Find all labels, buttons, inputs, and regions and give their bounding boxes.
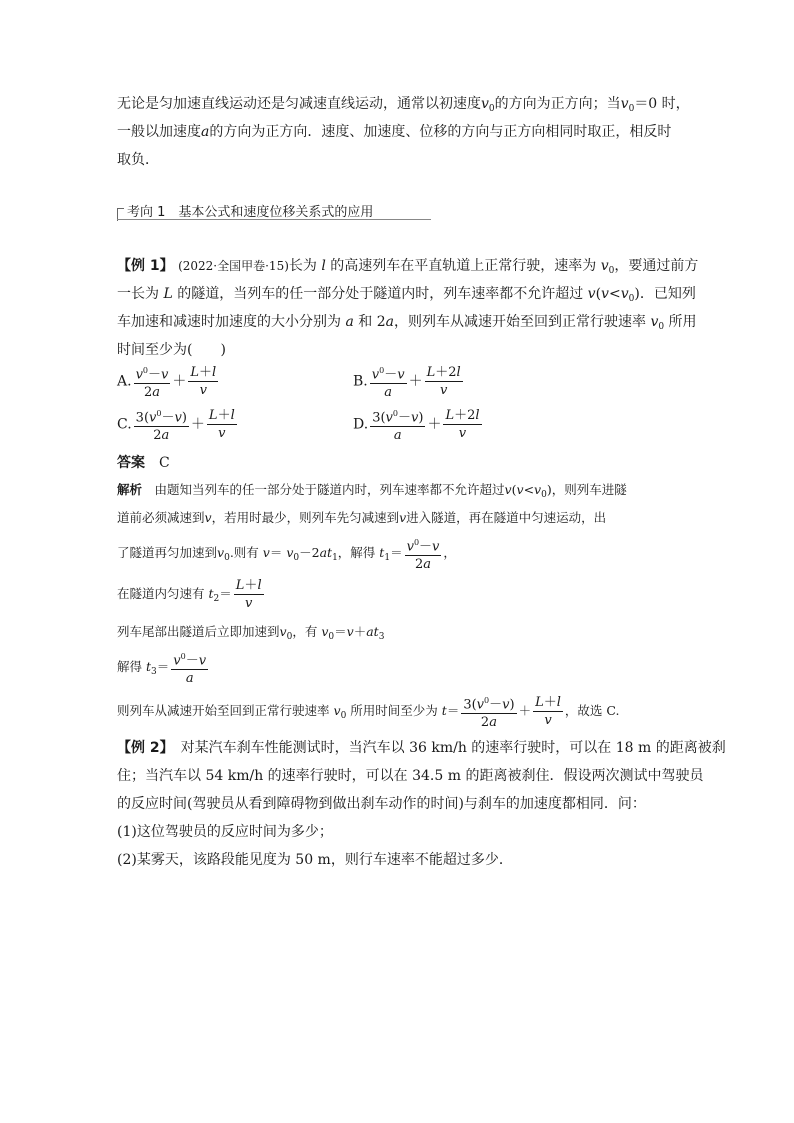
example1-line-3: 车加速和减速时加速度的大小分别为 a 和 2a，则列车从减速开始至回到正常行驶速率 $v_0$ 所用 [117, 314, 697, 332]
example1-line-4: 时间至少为( ) [117, 342, 226, 358]
intro-line-1: 无论是匀加速直线运动还是匀减速直线运动，通常以初速度$v_0$的方向为正方向；当$v_0=0$ 时， [117, 96, 690, 114]
solution-line-2: 道前必须减速到v，若用时最少，则列车先匀减速到v进入隧道，再在隧道中匀速运动，出 [117, 510, 607, 525]
solution-line-3: 了隧道再匀加速到$v_0$.则有 $v= v_0-2at_1$，解得 $t_1=$ $\frac{v^0-v}{2a}$ ， [117, 534, 456, 573]
example1-line-2: 一长为 L 的隧道，当列车的任一部分处于隧道内时，列车速率都不允许超过 $v(v<v_0)$．已知列 [117, 286, 696, 304]
intro-line-2: 一般以加速度a的方向为正方向．速度、加速度、位移的方向与正方向相同时取正，相反时 [117, 124, 672, 140]
answer-value: C [159, 455, 170, 471]
example2-tag: 【例 2】 [117, 740, 167, 756]
answer-line [117, 452, 170, 472]
answer-label: 答案 [117, 455, 145, 471]
option-c: C. $\frac{3(v^0-v)}{2a}$ ＋ $\frac{L+l}{v}$ [117, 405, 239, 444]
example1-line-1: 【例 1】 (2022·全国甲卷·15)长为 l 的高速列车在平直轨道上正常行驶，速率为 $v_0$，要通过前方 [117, 258, 699, 276]
solution-line-7: 则列车从减速开始至回到正常行驶速率 $v_0$ 所用时间至少为 t＝ $\frac{3(v^0-v)}{2a}$ ＋ $\frac{L+l}{v}$ ，故选 C. [117, 692, 620, 731]
example2-question-2: (2)某雾天，该路段能见度为 50 m，则行车速率不能超过多少． [117, 852, 513, 868]
example1-source: (2022·全国甲卷·15) [178, 259, 289, 273]
example2-line-1: 【例 2】 对某汽车刹车性能测试时，当汽车以 36 km/h 的速率行驶时，可以在 18 m 的距离被刹 [117, 740, 726, 756]
section-header [117, 198, 431, 220]
solution-line-6: 解得 $t_3=$ $\frac{v^0-v}{a}$ [117, 648, 210, 687]
section-underline [117, 219, 431, 220]
solution-line-1: 解析 由题知当列车的任一部分处于隧道内时，列车速率都不允许超过$v(v<v_0)$，则列车进隧 [117, 482, 627, 500]
example2-line-2: 住；当汽车以 54 km/h 的速率行驶时，可以在 34.5 m 的距离被刹住．假设两次测试中驾驶员 [117, 768, 704, 784]
option-d: D. $\frac{3(v^0-v)}{a}$ ＋ $\frac{L+2l}{v}$ [353, 405, 484, 444]
option-b: B. $\frac{v^0-v}{a}$ ＋ $\frac{L+2l}{v}$ [353, 362, 465, 401]
example2-question-1: (1)这位驾驶员的反应时间为多少； [117, 824, 333, 840]
solution-line-4: 在隧道内匀速有 $t_2=$ $\frac{L+l}{v}$ [117, 578, 262, 611]
analysis-label: 解析 [117, 482, 143, 497]
solution-line-5: 列车尾部出隧道后立即加速到$v_0$，有 $v_0=v+at_3$ [117, 624, 385, 642]
example2-line-3: 的反应时间(驾驶员从看到障碍物到做出刹车动作的时间)与刹车的加速度都相同．问： [117, 796, 646, 812]
option-a: A. $\frac{v^0-v}{2a}$ ＋ $\frac{L+l}{v}$ [117, 362, 220, 401]
example1-tag: 【例 1】 [117, 258, 174, 274]
intro-line-3: 取负． [117, 152, 159, 168]
section-title: 考向 1 基本公式和速度位移关系式的应用 [127, 205, 374, 220]
